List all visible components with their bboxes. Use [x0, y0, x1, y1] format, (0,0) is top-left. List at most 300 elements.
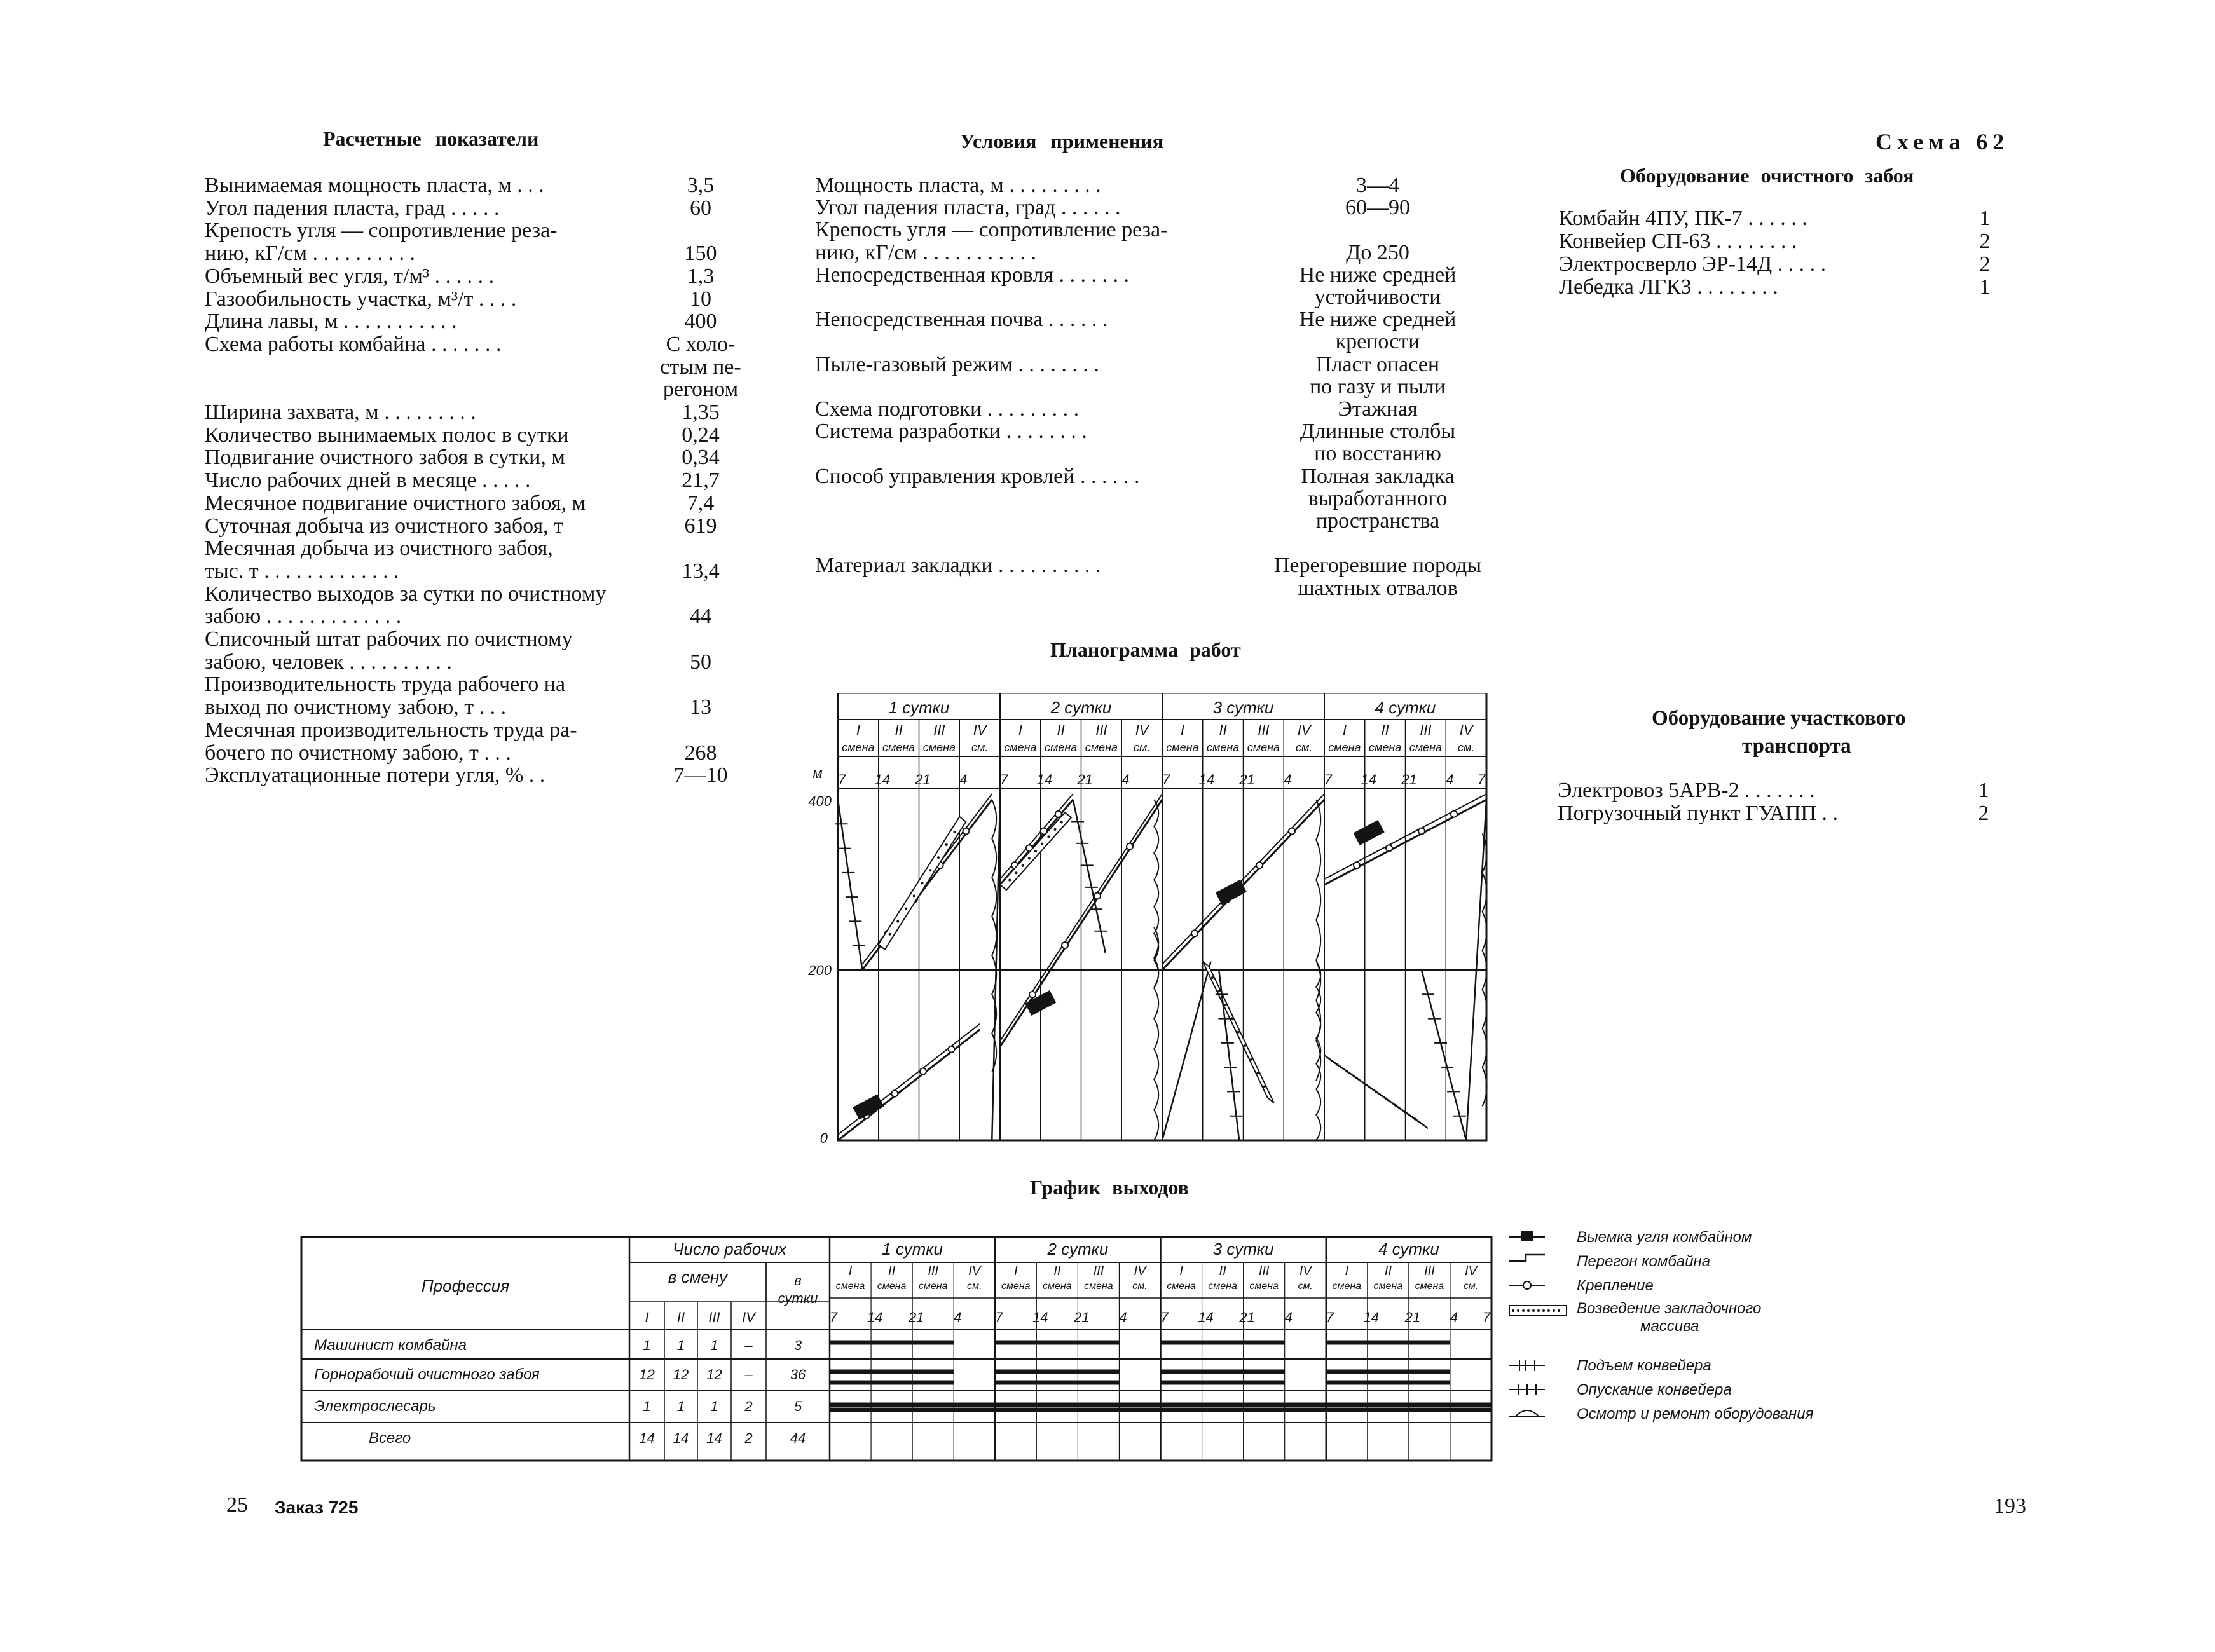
planogram-fill-dot [1385, 1097, 1387, 1100]
backfill-icon-dot [1522, 1309, 1525, 1312]
planogram-hour-tick: 21 [915, 772, 931, 788]
combine-cutting-icon [1521, 1231, 1533, 1241]
calc-row-label: бочего по очистному забою, т . . . [205, 741, 511, 765]
attendance-shift-count: 12 [706, 1367, 722, 1382]
planogram-hour-tick: 4 [1446, 772, 1454, 788]
attendance-shift-label: смена [1373, 1281, 1403, 1292]
calc-row-value: 7,4 [687, 491, 715, 515]
planogram-support-mark [1451, 811, 1457, 817]
attendance-shift-count: 1 [676, 1398, 685, 1414]
planogram-shift-label: смена [1044, 741, 1078, 754]
calc-row-value: 150 [684, 242, 717, 266]
planogram-heading: Планограмма работ [1050, 638, 1241, 661]
backfill-icon-dot [1532, 1309, 1535, 1312]
cond-row-value: пространства [1315, 509, 1440, 533]
attendance-shift-label: смена [1043, 1281, 1072, 1292]
face-equipment-label: Комбайн 4ПУ, ПК-7 . . . . . . [1559, 207, 1807, 230]
face-equipment-label: Конвейер СП-63 . . . . . . . . [1559, 229, 1797, 253]
planogram-hour-tick: 4 [1284, 772, 1292, 788]
cond-row-label: Способ управления кровлей . . . . . . [815, 464, 1140, 488]
transport-equipment-label: Электровоз 5АРВ-2 . . . . . . . [1558, 779, 1815, 802]
planogram-move-line [1162, 962, 1211, 1140]
planogram-fill-dot [954, 831, 956, 833]
planogram-combine-mark [1354, 820, 1385, 845]
attendance-hour-tick: 21 [1239, 1309, 1255, 1325]
attendance-shift-count: – [744, 1367, 753, 1382]
calc-row-value: С холо- [666, 332, 736, 356]
face-equipment-value: 1 [1979, 275, 1991, 299]
cond-row-value: по газу и пыли [1310, 374, 1446, 399]
planogram-hour-tick: 14 [1361, 772, 1376, 788]
planogram-shift-label: смена [922, 741, 956, 754]
attendance-hour-tick: 14 [1363, 1309, 1380, 1325]
calc-row-label: Месячная производительность труда ра- [205, 718, 577, 742]
attendance-shift-label: II [1219, 1264, 1226, 1278]
planogram-fill-dot [1375, 1091, 1378, 1093]
cond-row-value: устойчивости [1314, 285, 1441, 309]
cond-row-label: Схема подготовки . . . . . . . . . [815, 397, 1080, 421]
planogram-conveyor-line [1219, 970, 1239, 1140]
planogram-hour-tick: 21 [1239, 772, 1255, 788]
attendance-profession-name: Электрослесарь [314, 1398, 436, 1415]
attendance-shift-label: см. [1132, 1281, 1148, 1292]
planogram-shift-label: см. [971, 741, 989, 754]
attendance-shift-label: смена [1001, 1281, 1031, 1292]
planogram-hour-tick: 7 [999, 772, 1008, 788]
attendance-shift-label: см. [1463, 1281, 1479, 1292]
attendance-per-shift-header: в смену [668, 1267, 728, 1287]
attendance-per-day-header: в [794, 1273, 802, 1288]
planogram-support-mark [1191, 930, 1198, 936]
planogram-hour-tick: 21 [1077, 772, 1093, 788]
planogram-hour-tick: 14 [874, 772, 890, 788]
calc-row-label: Крепость угля — сопротивление реза- [205, 219, 558, 243]
cond-row-value: 3—4 [1356, 174, 1399, 197]
attendance-day-count: 5 [793, 1398, 802, 1414]
transport-equipment-value: 2 [1978, 802, 1989, 825]
attendance-shift-label: III [1424, 1264, 1435, 1278]
planogram-shift-label: I [1018, 722, 1022, 738]
attendance-hour-tick: 4 [954, 1309, 962, 1325]
page-number: 193 [1994, 1494, 2026, 1518]
planogram-shift-label: III [1095, 722, 1108, 738]
planogram-shift-label: смена [1004, 741, 1037, 754]
calc-row-label: нию, кГ/см . . . . . . . . . . [205, 242, 416, 266]
attendance-shift-label: I [848, 1264, 853, 1278]
planogram-shift-label: II [1057, 722, 1065, 738]
calc-row-value: 10 [690, 287, 711, 311]
planogram-hour-tick: 14 [1198, 772, 1214, 788]
planogram-support-mark [1127, 843, 1133, 850]
planogram-conveyor-line [1073, 800, 1106, 953]
calc-row-value: 60 [690, 196, 711, 220]
calc-row-label: Схема работы комбайна . . . . . . . [205, 332, 502, 356]
attendance-profession-name: Всего [369, 1430, 411, 1447]
attendance-shift-number: II [676, 1309, 685, 1325]
legend [1507, 1228, 1888, 1438]
attendance-shift-label: I [1014, 1264, 1018, 1278]
scheme-number: Схема 62 [1876, 129, 2010, 154]
cond-row-value: выработанного [1308, 486, 1448, 510]
planogram-fill-dot [1211, 976, 1214, 979]
planogram-shift-label: смена [1368, 741, 1402, 754]
planogram-hour-tick: 14 [1036, 772, 1052, 788]
cond-row-label: Пыле-газовый режим . . . . . . . . [815, 352, 1099, 376]
attendance-shift-count: 1 [676, 1337, 685, 1353]
planogram-y-unit: м [813, 765, 823, 781]
planogram-fill-dot [889, 933, 891, 936]
planogram-hour-tick: 7 [837, 772, 846, 788]
calc-row-value: 0,24 [682, 423, 720, 447]
attendance-shift-label: смена [1208, 1281, 1237, 1292]
combine-transfer-icon [1509, 1255, 1545, 1261]
face-equipment-value: 1 [1979, 207, 1991, 230]
attendance-shift-count: – [744, 1337, 753, 1353]
planogram-support-mark [1289, 828, 1295, 835]
calc-row-value: 13 [690, 695, 711, 720]
transport-heading-1: Оборудование участкового [1652, 707, 1906, 730]
attendance-hour-tick: 7 [1160, 1309, 1169, 1325]
attendance-day-label: 4 сутки [1378, 1239, 1439, 1259]
cond-row-label: Угол падения пласта, град . . . . . . [815, 196, 1121, 220]
cond-row-label: Крепость угля — сопротивление реза- [815, 218, 1168, 242]
cond-row-value: по восстанию [1314, 442, 1441, 466]
attendance-hour-tick: 14 [1032, 1309, 1048, 1325]
planogram-fill-dot [913, 894, 915, 897]
attendance-hour-tick: 4 [1284, 1309, 1293, 1325]
attendance-shift-label: I [1179, 1264, 1183, 1278]
attendance-shift-number: III [708, 1309, 720, 1325]
attendance-shift-label: II [1053, 1264, 1061, 1278]
planogram-combine-mark [1216, 880, 1247, 905]
calc-row-label: Вынимаемая мощность пласта, м . . . [205, 174, 544, 197]
backfill-icon-dot [1553, 1309, 1555, 1312]
attendance-shift-count: 12 [639, 1367, 655, 1382]
calc-row-label: Суточная добыча из очистного забоя, т [205, 514, 563, 538]
attendance-day-count: 44 [790, 1430, 806, 1446]
planogram-shift-label: смена [1206, 741, 1240, 754]
face-equipment-list [1559, 207, 2004, 309]
attendance-shift-label: IV [1134, 1264, 1146, 1278]
face-equipment-heading: Оборудование очистного забоя [1620, 164, 1914, 187]
attendance-shift-count: 2 [744, 1398, 753, 1414]
calc-row-label: Месячное подвигание очистного забоя, м [205, 491, 586, 515]
planogram-fill-dot [1250, 1058, 1252, 1061]
planogram-day-label: 3 сутки [1212, 698, 1274, 717]
planogram-fill-dot [1237, 1031, 1240, 1034]
planogram-fill-dot [1355, 1077, 1358, 1079]
planogram-fill-dot [1346, 1070, 1348, 1072]
attendance-hour-tick: 14 [1198, 1309, 1214, 1325]
attendance-shift-number: I [645, 1309, 649, 1325]
cond-row-value: Длинные столбы [1300, 420, 1456, 444]
backfill-icon-dot [1537, 1309, 1540, 1312]
backfill-icon-dot [1527, 1309, 1530, 1312]
attendance-shift-label: смена [1084, 1281, 1113, 1292]
planogram-shift-label: смена [1085, 741, 1118, 754]
planogram-support-mark [1354, 862, 1360, 868]
transport-equipment-label: Погрузочный пункт ГУАПП . . [1558, 802, 1838, 825]
planogram-fill-dot [1414, 1117, 1416, 1120]
conditions-table [815, 174, 1502, 600]
planogram-fill-dot [1336, 1063, 1338, 1066]
attendance-hour-tick: 7 [829, 1309, 838, 1325]
cond-row-label: Материал закладки . . . . . . . . . . [815, 554, 1101, 578]
attendance-day-count: 3 [793, 1337, 802, 1353]
attendance-profession-name: Машинист комбайна [314, 1337, 467, 1354]
attendance-shift-count: 14 [706, 1430, 722, 1446]
planogram-shift-label: III [1420, 722, 1432, 738]
attendance-hour-tick: 7 [1326, 1309, 1334, 1325]
attendance-shift-label: II [888, 1264, 896, 1278]
planogram-hour-tick: 7 [1162, 772, 1170, 788]
planogram-support-mark [1094, 892, 1101, 899]
calc-row-value: стым пе- [660, 355, 741, 379]
calc-row-label: Месячная добыча из очистного забоя, [205, 536, 553, 561]
calc-row-label: забою, человек . . . . . . . . . . [205, 650, 452, 674]
planogram-fill-dot [1263, 1086, 1266, 1088]
planogram-fill-dot [1244, 1044, 1246, 1047]
attendance-shift-label: IV [1465, 1264, 1477, 1278]
face-equipment-value: 2 [1979, 229, 1991, 253]
attendance-hour-tick: 4 [1119, 1309, 1127, 1325]
calc-row-value: 21,7 [682, 468, 720, 493]
calc-row-label: Ширина захвата, м . . . . . . . . . [205, 400, 476, 424]
cond-row-label: Непосредственная почва . . . . . . [815, 308, 1108, 332]
face-equipment-label: Электросверло ЭР-14Д . . . . . [1559, 252, 1827, 276]
backfill-icon-dot [1542, 1309, 1545, 1312]
cond-row-value: Этажная [1338, 397, 1418, 421]
planogram-fill-dot [921, 882, 924, 884]
planogram-conveyor-line [838, 800, 862, 970]
attendance-shift-label: см. [967, 1281, 982, 1292]
attendance-shift-count: 1 [643, 1398, 651, 1414]
attendance-shift-label: III [1258, 1264, 1270, 1278]
planogram-shift-label: IV [1135, 722, 1149, 738]
calc-row-label: Угол падения пласта, град . . . . . [205, 196, 500, 220]
calc-row-value: 13,4 [682, 559, 720, 583]
cond-row-value: крепости [1335, 330, 1420, 354]
planogram-fill-dot [1060, 821, 1063, 823]
calc-row-value: 50 [690, 650, 711, 674]
planogram-fill-dot [1256, 1072, 1259, 1074]
calc-row-value: 3,5 [687, 174, 715, 197]
planogram-support-mark [949, 1046, 955, 1053]
transport-equipment-value: 1 [1978, 779, 1989, 802]
planogram-shift-label: см. [1457, 741, 1475, 754]
planogram-shift-label: II [1381, 722, 1389, 738]
cond-row-value: До 250 [1346, 240, 1409, 264]
attendance-frame [301, 1237, 1492, 1461]
planogram-hour-tick: 7 [1477, 772, 1486, 788]
cond-row-label: Мощность пласта, м . . . . . . . . . [815, 174, 1101, 197]
planogram-shift-label: III [1258, 722, 1270, 738]
planogram-conveyor-line [1422, 970, 1466, 1140]
planogram-hour-tick: 4 [959, 772, 968, 788]
legend-label: Возведение закладочного [1577, 1300, 1762, 1317]
calc-row-value: 44 [690, 604, 711, 629]
planogram-shift-label: III [933, 722, 945, 738]
attendance-hour-tick: 21 [908, 1309, 924, 1325]
calc-heading: Расчетные показатели [323, 127, 539, 150]
planogram-shift-label: II [1219, 722, 1227, 738]
planogram-fill-dot [1041, 843, 1043, 845]
planogram-shift-label: IV [973, 722, 987, 738]
planogram-shift-label: I [1342, 722, 1347, 738]
planogram-shift-label: IV [1459, 722, 1473, 738]
conditions-heading: Условия применения [960, 130, 1163, 153]
planogram-chart [788, 693, 1500, 1163]
calc-row-value: 400 [684, 310, 717, 334]
planogram-support-mark [1062, 942, 1068, 948]
planogram-hour-tick: 21 [1401, 772, 1417, 788]
planogram-fill-dot [1022, 864, 1024, 867]
legend-label: Подъем конвейера [1577, 1357, 1711, 1374]
calc-table [205, 174, 751, 797]
planogram-fill-dot [1054, 828, 1057, 831]
legend-label: Опускание конвейера [1577, 1381, 1732, 1398]
planogram-y-tick: 400 [808, 793, 832, 809]
planogram-shift-label: смена [1409, 741, 1443, 754]
planogram-shift-label: смена [842, 741, 875, 754]
legend-label: Выемка угля комбайном [1577, 1229, 1752, 1246]
calc-row-label: Число рабочих дней в месяце . . . . . [205, 468, 531, 493]
calc-row-value: 7—10 [673, 763, 728, 788]
planogram-support-mark [1029, 992, 1036, 998]
planogram-shift-label: смена [882, 741, 915, 754]
cond-row-value: Не ниже средней [1299, 308, 1457, 332]
attendance-shift-label: IV [1299, 1264, 1312, 1278]
support-icon [1523, 1281, 1531, 1289]
attendance-day-count: 36 [790, 1367, 806, 1382]
calc-row-label: Объемный вес угля, т/м³ . . . . . . [205, 264, 495, 288]
attendance-profession-name: Горнорабочий очистного забоя [314, 1366, 540, 1383]
attendance-day-label: 2 сутки [1047, 1239, 1109, 1259]
planogram-fill-dot [945, 843, 948, 846]
attendance-profession-header: Профессия [421, 1276, 510, 1295]
planogram-shift-label: II [895, 722, 903, 738]
planogram-support-mark [1256, 862, 1263, 868]
backfill-icon-dot [1517, 1309, 1519, 1312]
calc-row-value: 1,35 [682, 400, 720, 424]
attendance-hour-tick: 21 [1404, 1309, 1421, 1325]
planogram-shift-label: см. [1133, 741, 1151, 754]
calc-row-label: Списочный штат рабочих по очистному [205, 627, 573, 651]
planogram-shift-label: смена [1247, 741, 1280, 754]
attendance-hour-tick: 4 [1450, 1309, 1458, 1325]
planogram-support-mark [1386, 845, 1392, 851]
attendance-shift-label: IV [968, 1264, 981, 1278]
planogram-shift-label: смена [1328, 741, 1361, 754]
attendance-workers-header: Число рабочих [672, 1239, 787, 1259]
planogram-shift-label: I [856, 722, 860, 738]
attendance-shift-label: смена [1415, 1281, 1444, 1292]
calc-row-label: Подвигание очистного забоя в сутки, м [205, 446, 565, 470]
legend-label: Осмотр и ремонт оборудования [1577, 1405, 1814, 1423]
planogram-fill-dot [1015, 871, 1017, 874]
planogram-fill-dot [1028, 857, 1031, 859]
legend-label: Крепление [1577, 1277, 1654, 1294]
planogram-fill-dot [1047, 835, 1050, 838]
cond-row-value: 60—90 [1345, 196, 1410, 220]
calc-row-label: Производительность труда рабочего на [205, 672, 566, 697]
attendance-shift-label: I [1345, 1264, 1349, 1278]
face-equipment-value: 2 [1979, 252, 1991, 276]
attendance-heading: График выходов [1030, 1176, 1189, 1199]
backfill-icon-dot [1512, 1309, 1514, 1312]
planogram-fill-dot [937, 856, 940, 859]
legend-label: Перегон комбайна [1577, 1253, 1711, 1270]
backfill-icon-dot [1547, 1309, 1550, 1312]
cond-row-label: нию, кГ/см . . . . . . . . . . . [815, 240, 1037, 264]
planogram-day-label: 1 сутки [888, 698, 950, 717]
attendance-shift-label: смена [1167, 1281, 1196, 1292]
planogram-support-mark [920, 1068, 926, 1074]
attendance-shift-count: 14 [673, 1430, 689, 1446]
footer-order: Заказ 725 [275, 1498, 359, 1517]
calc-row-value: 1,3 [687, 264, 715, 288]
planogram-fill-dot [1034, 850, 1037, 852]
attendance-shift-label: смена [835, 1281, 865, 1292]
cond-row-value: Пласт опасен [1315, 352, 1440, 376]
attendance-shift-label: II [1384, 1264, 1392, 1278]
planogram-fill-dot [1008, 879, 1011, 882]
footer-sheet-number: 25 [226, 1493, 248, 1517]
cond-row-value: Полная закладка [1301, 464, 1455, 488]
calc-row-label: Длина лавы, м . . . . . . . . . . . [205, 310, 457, 334]
planogram-fill-dot [1217, 990, 1220, 992]
calc-row-label: выход по очистному забою, т . . . [205, 695, 507, 720]
attendance-hour-tick: 7 [995, 1309, 1003, 1325]
cond-row-label: Непосредственная кровля . . . . . . . [815, 263, 1129, 287]
cond-row-value: Не ниже средней [1299, 263, 1457, 287]
cond-row-label: Система разработки . . . . . . . . [815, 420, 1087, 444]
calc-row-value: 0,34 [682, 446, 720, 470]
cond-row-value: Перегоревшие породы [1273, 554, 1482, 578]
planogram-shift-label: смена [1166, 741, 1199, 754]
planogram-fill-dot [1394, 1104, 1397, 1107]
planogram-hour-tick: 7 [1324, 772, 1333, 788]
attendance-hour-tick: 14 [867, 1309, 883, 1325]
calc-row-label: Количество выходов за сутки по очистному [205, 582, 607, 606]
planogram-fill-dot [1365, 1084, 1368, 1086]
attendance-table [299, 1234, 1500, 1463]
attendance-shift-label: III [928, 1264, 938, 1278]
planogram-fill-dot [905, 908, 907, 910]
calc-row-label: тыс. т . . . . . . . . . . . . . [205, 559, 399, 583]
attendance-shift-count: 14 [639, 1430, 655, 1446]
calc-row-label: забою . . . . . . . . . . . . . [205, 604, 402, 629]
transport-equipment-list [1558, 779, 2015, 830]
planogram-y-tick: 200 [808, 962, 832, 978]
attendance-shift-label: смена [1249, 1281, 1279, 1292]
planogram-repair-line [1154, 927, 1158, 1140]
attendance-hour-tick: 7 [1482, 1309, 1491, 1325]
planogram-support-mark [891, 1090, 898, 1096]
backfill-icon-dot [1558, 1309, 1560, 1312]
attendance-shift-count: 1 [710, 1398, 718, 1414]
inspection-repair-icon [1509, 1410, 1545, 1416]
attendance-day-label: 1 сутки [882, 1239, 943, 1259]
transport-heading-2: транспорта [1742, 735, 1851, 758]
calc-row-value: 268 [684, 741, 717, 765]
attendance-hour-tick: 21 [1074, 1309, 1090, 1325]
attendance-shift-label: смена [918, 1281, 948, 1292]
attendance-shift-label: см. [1298, 1281, 1313, 1292]
legend-label: массива [1640, 1318, 1699, 1335]
attendance-day-label: 3 сутки [1212, 1239, 1274, 1259]
attendance-per-day-header: сутки [778, 1290, 818, 1306]
